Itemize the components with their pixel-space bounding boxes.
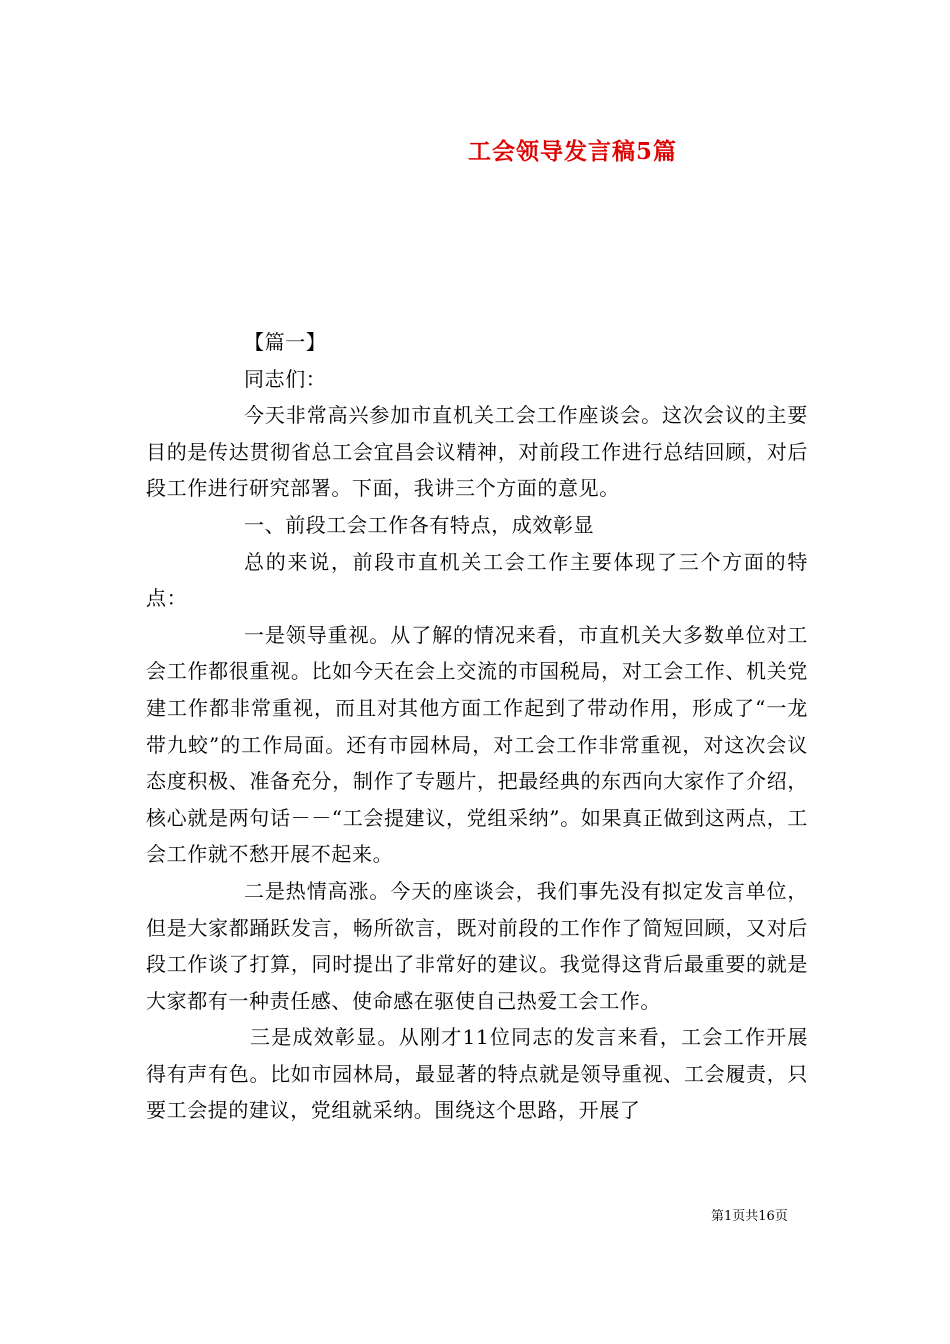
document-body <box>146 324 808 1129</box>
salutation: 同志们： <box>244 366 327 391</box>
document-title: 工会领导发言稿5篇 <box>468 138 678 165</box>
paragraph-summary: 总的来说，前段市直机关工会工作主要体现了三个方面的特点： <box>146 549 808 611</box>
paragraph-point-one: 一是领导重视。从了解的情况来看，市直机关大多数单位对工会工作都很重视。比如今天在会上交流的市国税局，对工会工作、机关党建工作都非常重视，而且对其他方面工作起到了带动作用，形成了“一龙带九蛟”的工作局面。还有市园林局，对工会工作非常重视，对这次会议态度积极、准备充分，制作了专题片，把最经典的东西向大家作了介绍，核心就是两句话－－“工会提建议，党组采纳”。如果真正做到这两点，工会工作就不愁开展不起来。 <box>146 622 808 867</box>
paragraph-intro: 今天非常高兴参加市直机关工会工作座谈会。这次会议的主要目的是传达贯彻省总工会宜昌会议精神，对前段工作进行总结回顾，对后段工作进行研究部署。下面，我讲三个方面的意见。 <box>146 403 808 501</box>
paragraph-point-three: 三是成效彰显。从刚才11位同志的发言来看，工会工作开展得有声有色。比如市园林局，最显著的特点就是领导重视、工会履责，只要工会提的建议，党组就采纳。围绕这个思路，开展了 <box>146 1025 808 1123</box>
section-heading: 一、前段工会工作各有特点，成效彰显 <box>244 512 595 537</box>
paragraph-point-two: 二是热情高涨。今天的座谈会，我们事先没有拟定发言单位，但是大家都踊跃发言，畅所欲言，既对前段的工作作了简短回顾，又对后段工作谈了打算，同时提出了非常好的建议。我觉得这背后最重要的就是大家都有一种责任感、使命感在驱使自己热爱工会工作。 <box>146 878 808 1013</box>
page-number-footer: 第1页共16页 <box>711 1209 788 1224</box>
section-label: 【篇一】 <box>244 330 327 354</box>
